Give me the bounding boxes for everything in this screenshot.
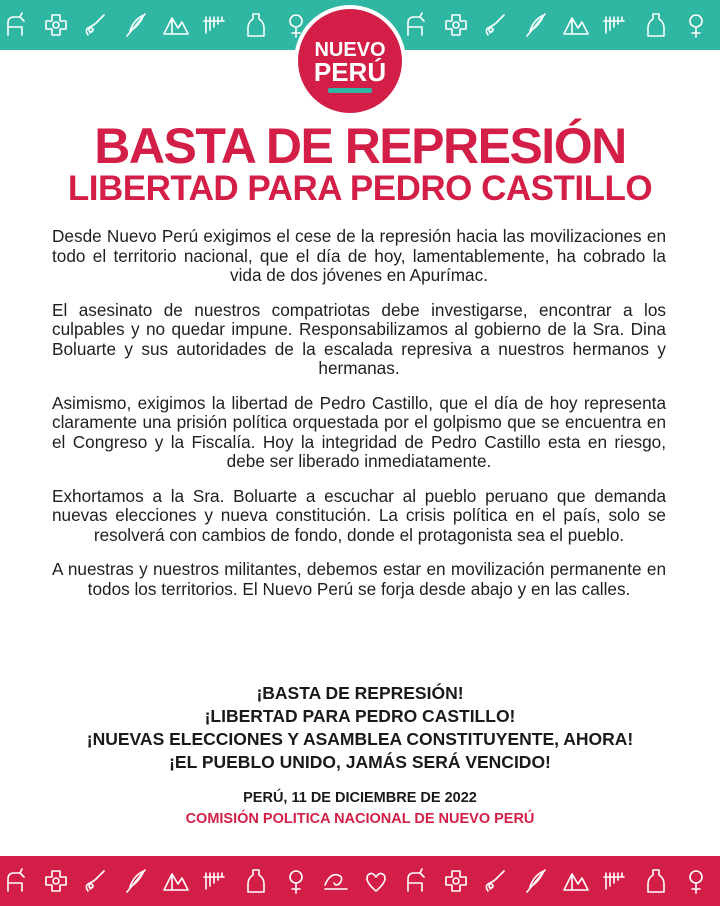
headline: BASTA DE REPRESIÓN [94, 118, 626, 174]
bottom-pattern-icons [0, 856, 720, 906]
llama-icon [8, 13, 24, 35]
llama-icon [408, 13, 424, 35]
chakana-icon [46, 871, 66, 891]
chakana-icon [446, 871, 466, 891]
feather-icon [127, 14, 145, 36]
slogan: ¡NUEVAS ELECCIONES Y ASAMBLEA CONSTITUYENTE, AHORA! [86, 729, 634, 749]
female-symbol-icon [290, 871, 302, 893]
chakana-icon [46, 15, 66, 35]
heart-hands-icon [367, 873, 385, 891]
slogan: ¡BASTA DE REPRESIÓN! [256, 683, 464, 703]
feather-icon [127, 870, 145, 892]
chakana-icon [446, 15, 466, 35]
bottom-pattern-band [0, 856, 720, 906]
guitar-icon [486, 871, 504, 891]
logo-line2: PERÚ [313, 57, 387, 87]
logo-bar [328, 88, 372, 93]
bottle-icon [648, 870, 664, 892]
slogan: ¡LIBERTAD PARA PEDRO CASTILLO! [204, 706, 516, 726]
feather-icon [527, 870, 545, 892]
bottle-icon [248, 870, 264, 892]
mountains-icon [164, 874, 188, 890]
mountains-icon [564, 874, 588, 890]
paragraph: El asesinato de nuestros compatriotas debe investigarse, encontrar a los culpables y no quedar impune. Responsabilizamos al gobierno de la Sra. Dina Boluarte y sus autoridades de la escalada represiva a nuestros hermanos y hermanas. [52, 299, 666, 378]
paragraph: Asimismo, exigimos la libertad de Pedro Castillo, que el día de hoy representa claramente una prisión política orquestada por el golpismo que se encuentra en el Congreso y la Fiscalía. Hoy la integridad de Pedro Castillo esta en riesgo, debe ser liberado inmediatamente. [52, 392, 666, 471]
panpipe-icon [204, 873, 224, 889]
guitar-icon [86, 871, 104, 891]
slogans [0, 682, 720, 774]
female-symbol-icon [690, 15, 702, 37]
guitar-icon [86, 15, 104, 35]
panpipe-icon [204, 17, 224, 33]
female-symbol-icon [690, 871, 702, 893]
paragraph: Exhortamos a la Sra. Boluarte a escuchar al pueblo peruano que demanda nuevas elecciones y nueva constitución. La crisis política en el país, solo se resolverá con cambios de fondo, donde el protagonista sea el pueblo. [52, 485, 666, 545]
bottle-icon [248, 14, 264, 36]
subheadline: LIBERTAD PARA PEDRO CASTILLO [67, 169, 653, 208]
llama-icon [408, 869, 424, 891]
panpipe-icon [604, 17, 624, 33]
paragraph: Desde Nuevo Perú exigimos el cese de la represión hacia las movilizaciones en todo el territorio nacional, que el día de hoy, lamentablemente, ha cobrado la vida de dos jóvenes en Apurímac. [52, 226, 666, 285]
nuevo-peru-logo [298, 9, 402, 113]
bottle-icon [648, 14, 664, 36]
llama-icon [8, 869, 24, 891]
signature-line: COMISIÓN POLITICA NACIONAL DE NUEVO PERÚ [185, 811, 535, 827]
date-line: PERÚ, 11 DE DICIEMBRE DE 2022 [243, 790, 477, 806]
female-symbol-icon [290, 15, 302, 37]
statement-body [52, 227, 666, 614]
slogan: ¡EL PUEBLO UNIDO, JAMÁS SERÁ VENCIDO! [169, 752, 551, 772]
mountains-icon [164, 18, 188, 34]
panpipe-icon [604, 873, 624, 889]
paragraph: A nuestras y nuestros militantes, debemos estar en movilización permanente en todos los territorios. El Nuevo Perú se forja desde abajo y en las calles. [52, 559, 666, 599]
wave-spiral-icon [325, 875, 347, 889]
feather-icon [527, 14, 545, 36]
guitar-icon [486, 15, 504, 35]
logo-line1: NUEVO [314, 39, 386, 61]
mountains-icon [564, 18, 588, 34]
